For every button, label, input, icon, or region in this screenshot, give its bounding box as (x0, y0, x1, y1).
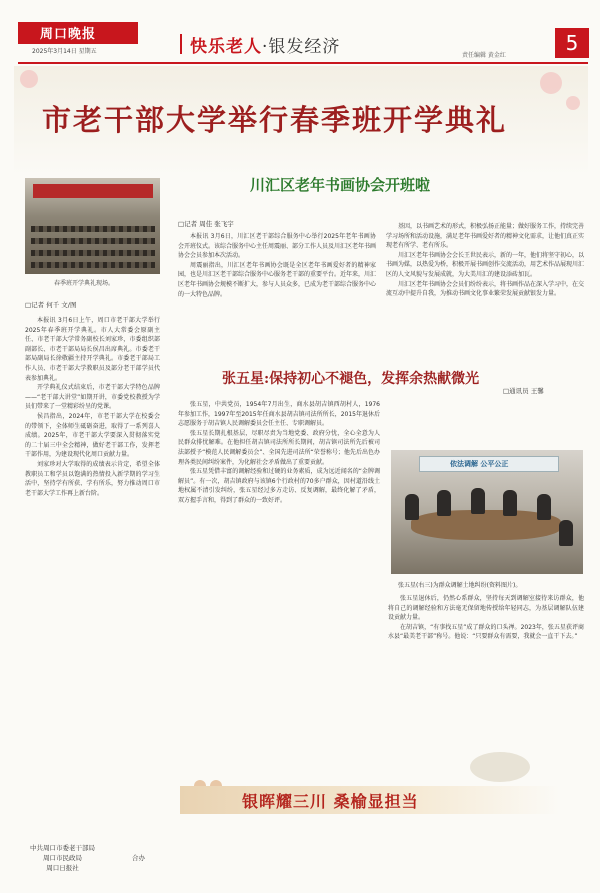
photo-caption-right: 张五星(右三)为群众调解土地纠纷(资料图片)。 (398, 582, 522, 589)
article1-paragraph: 开学典礼仪式结束后，市老干部大学特色品牌——“老干部大讲堂”如期开讲，市委党校教授为学员们带来了一堂精彩纷呈的党课。 (25, 384, 160, 411)
photo-caption-left: 春季班开学典礼现场。 (54, 280, 115, 287)
article1-paragraph: 本报讯 3月6日上午，周口市老干部大学举行2025年春季班开学典礼。市人大常委会原副主任、市老干部大学常务副校长刘家珍，市委组织部副部长、市老干部局局长侯昌出席典礼。市委老干部局副局长徐敬疆主持开学典礼。市委老干部局工作人员、市老干部大学教职员及部分老干部学员代表参加典礼。 (25, 317, 160, 382)
audience-row (31, 250, 155, 256)
reporter-left: □记者 何千 文/图 (25, 301, 77, 309)
section-title-main: 快乐老人 (190, 37, 262, 57)
article2-paragraph: 基因，以书画艺术的形式，积极弘扬正能量；做好服务工作，持续完善学习场所和活动设施，满足老年书画爱好者的精神文化需求，让他们真正实现老有所学、老有所乐。 (386, 223, 584, 250)
section-title (190, 32, 340, 57)
article3-body-right (388, 594, 584, 776)
article2-body-right (386, 222, 584, 356)
plum-blossom-decoration (20, 70, 38, 88)
person-figure (503, 490, 517, 516)
article2-body-left (178, 232, 376, 356)
sponsor-block (30, 843, 95, 873)
mediation-photo (391, 450, 583, 574)
reporter-mid: □记者 周佳 张飞宇 (178, 220, 234, 228)
article2-paragraph: 川汇区老年书画协会会员们纷纷表示，将书画作品在深入学习中，在交流互动中提升自我，为推动书画文化事业繁荣发展贡献银发力量。 (386, 280, 584, 298)
reporter-article3: □通讯员 王馨 (503, 387, 544, 395)
article1-paragraph: 刘家珍对大学取得的成绩表示肯定，希望全体教职员工和学员以饱满的热情投入新学期的学习生活中，坚持学有所获、学有所乐，努力推动周口市老干部大学工作再上新台阶。 (25, 460, 160, 497)
article2-paragraph: 周震丽指出，川汇区老年书画协会既是全区老年书画爱好者的精神家园，也是川汇区老干部综合服务中心服务老干部的重要平台。近年来，川汇区老年书画协会规模不断扩大，参与人员众多，已成为老干部综合服务中心的一大特色品牌。 (178, 261, 376, 298)
section-title-sub: ·银发经济 (262, 37, 341, 57)
article3-body-left (178, 400, 380, 776)
mediation-sign (419, 456, 559, 472)
bottom-slogan: 银晖耀三川 桑榆显担当 (242, 792, 419, 811)
ink-swirl-decoration (470, 752, 530, 782)
article3-paragraph: 张五星长期扎根基层，尽职尽责为当地党委、政府分忧，全心全意为人民群众排忧解难。在他担任胡吉镇司法所所长期间，胡吉镇司法所先后被司法部授予“模范人民调解委员会”、全国先进司法所“荣誉称号；他先后出色办理各类民间纠纷案件，为化解社会矛盾做出了重要贡献。 (178, 429, 380, 466)
plum-blossom-decoration (566, 96, 580, 110)
plum-blossom-decoration (540, 72, 562, 94)
masthead-logo (18, 22, 138, 44)
page-number: 5 (555, 28, 589, 58)
article2-paragraph: 本报讯 3月6日，川汇区老干部综合服务中心举行2025年老年书画协会开班仪式。该综合服务中心主任周震丽、部分工作人员及川汇区老年书画协会会员参加本次活动。 (178, 233, 376, 260)
person-figure (471, 488, 485, 514)
audience-row (31, 238, 155, 244)
article1-paragraph: 侯昌指出，2024年，市老干部大学在校委会的带领下，全体师生砥砺奋进，取得了一系列喜人成绩。2025年，市老干部大学要深入贯彻落实党的二十届三中全会精神，做好老干部工作，发挥老干部作用，为建设现代化周口贡献力量。 (25, 412, 160, 459)
article3-paragraph: 张五星退休后，仍然心系群众，坚持每天到调解室接待来访群众，他将自己的调解经验和方法毫无保留地传授给年轻同志，为基层调解队伍建设贡献力量。 (388, 595, 584, 622)
article3-paragraph: 张五星，中共党员，1954年7月出生，商水县胡吉镇西胡村人，1976年参加工作，1997年至2015年任商水县胡吉镇司法所所长，2015年退休后志愿服务于胡吉镇人民调解委员会任主任、专职调解员。 (178, 401, 380, 428)
date-line: 2025年3月14日 星期五 (32, 48, 97, 55)
article2-paragraph: 川汇区老年书画协会会长王世民表示，新的一年，他们将坚守初心，以书画为媒，以热爱为桥，积极开展书画创作交流活动，用艺术作品展现川汇区的人文风貌与发展成就，为大美川汇的建设添砖加瓦。 (386, 251, 584, 278)
article3-paragraph: 张五星凭借丰富的调解经验和过硬的业务素质，成为远近闻名的“金牌调解员”。有一次，胡吉镇政府与该镇6个行政村的70多户群众，因村道沿线土地权属不清引发纠纷，张五星经过多方走访、反复调解，最终化解了矛盾，双方握手言和，得到了群众的一致好评。 (178, 468, 380, 504)
editor-credit: 责任编辑 黄金红 (462, 52, 506, 59)
sponsor-line: 中共周口市委老干部局 (30, 844, 95, 852)
header-rule (18, 62, 588, 64)
sponsor-line: 周口日报社 (46, 864, 79, 872)
page-header (0, 0, 600, 62)
section-divider (180, 34, 182, 54)
audience-row (31, 262, 155, 268)
article1-body (25, 316, 160, 776)
audience-row (31, 226, 155, 232)
masthead-logo-text: 周口晚报 (40, 27, 97, 42)
article3-paragraph: 在胡吉镇，“有事找五星”成了群众的口头禅。2023年，张五星获评商水县“最美老干部”称号。他说：“只要群众有需要，我就会一直干下去。” (388, 623, 584, 641)
stage-banner (33, 184, 153, 198)
main-headline: 市老干部大学举行春季班开学典礼 (42, 103, 508, 137)
mediation-sign-text: 依法调解 公平公正 (450, 460, 509, 468)
sub-headline: 川汇区老年书画协会开班啦 (250, 176, 431, 194)
opening-ceremony-photo (25, 178, 160, 274)
person-figure (559, 520, 573, 546)
article3-title: 张五星:保持初心不褪色，发挥余热献微光 (222, 371, 480, 387)
person-figure (405, 494, 419, 520)
sponsor-side-label: 合办 (132, 854, 145, 862)
bottom-slogan-banner (180, 786, 560, 814)
person-figure (437, 490, 451, 516)
person-figure (537, 494, 551, 520)
sponsor-line: 周口市民政局 (43, 854, 82, 862)
